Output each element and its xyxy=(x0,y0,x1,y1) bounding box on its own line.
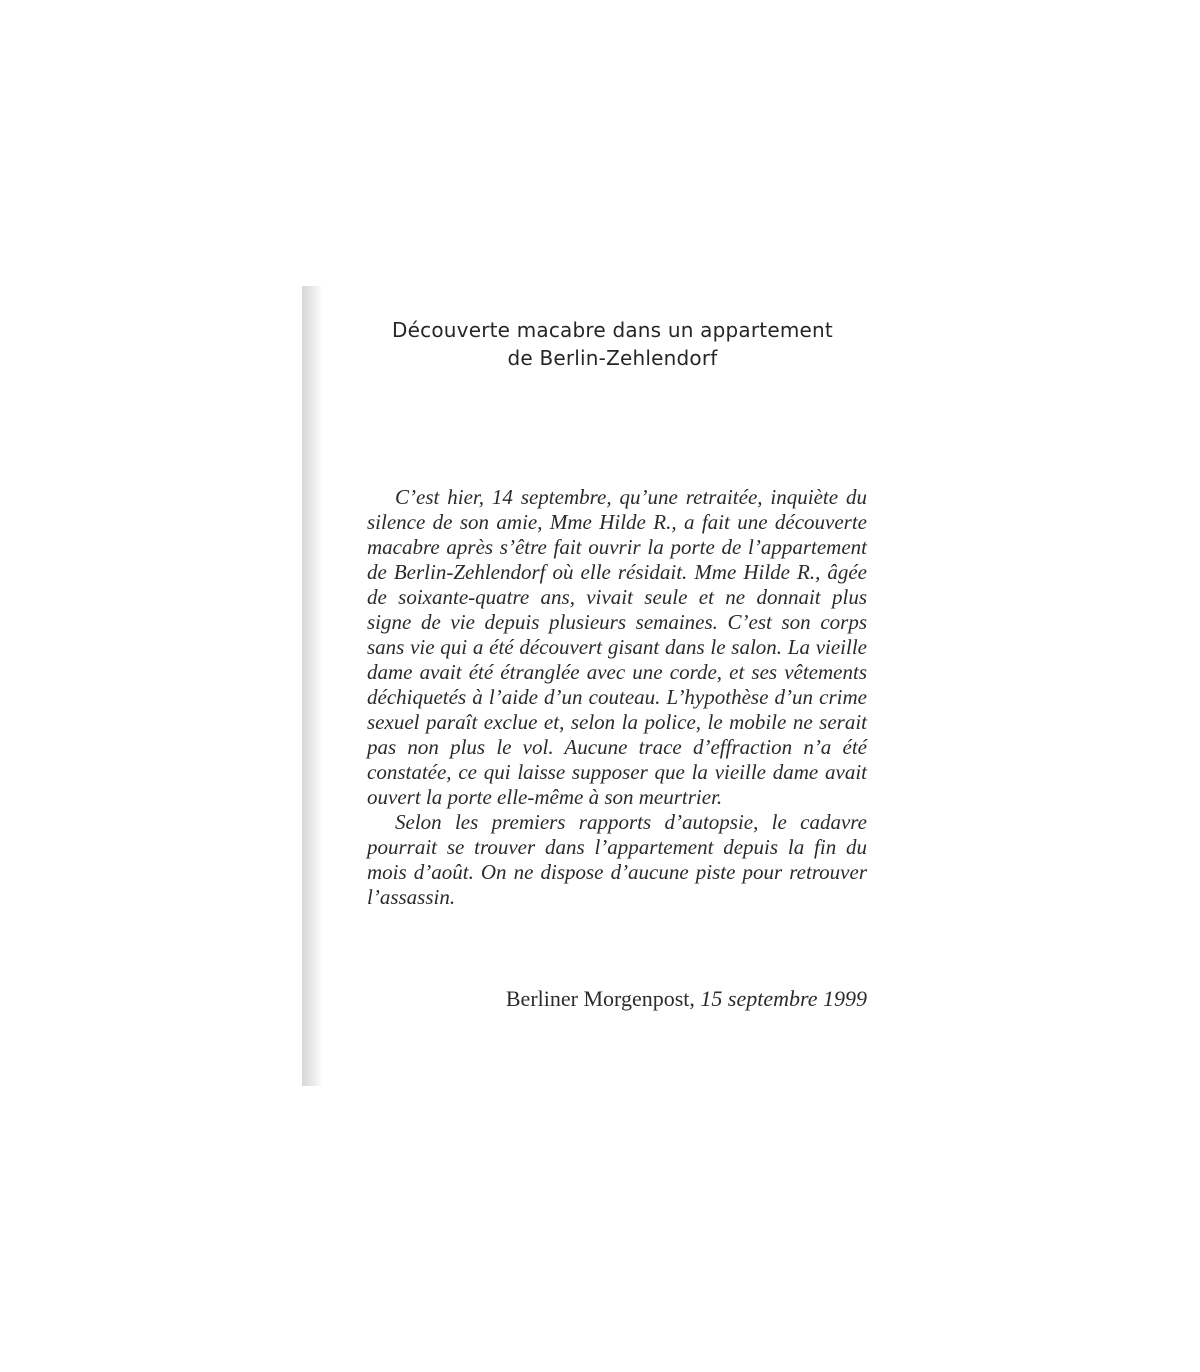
article-title-line-2: de Berlin-Zehlendorf xyxy=(507,346,718,370)
article-paragraph-1: C’est hier, 14 septembre, qu’une retraitée, inquiète du silence de son amie, Mme Hilde R., a fait une découverte macabre après s’être fait ouvrir la porte de l’appartement de Berlin-Zehlendorf où elle résidait. Mme Hilde R., âgée de soixante-quatre ans, vivait seule et ne donnait plus signe de vie depuis plusieurs semaines. C’est son corps sans vie qui a été découvert gisant dans le salon. La vieille dame avait été étranglée avec une corde, et ses vêtements déchiquetés à l’aide d’un couteau. L’hypothèse d’un crime sexuel paraît exclue et, selon la police, le mobile ne serait pas non plus le vol. Aucune trace d’effraction n’a été constatée, ce qui laisse supposer que la vieille dame avait ouvert la porte elle-même à son meurtrier. xyxy=(367,485,867,809)
article-source xyxy=(420,985,867,1013)
article-body xyxy=(367,485,867,910)
page-binding-edge xyxy=(302,286,322,1086)
source-newspaper-name: Berliner Morgenpost, xyxy=(505,986,695,1011)
source-date: 15 septembre 1999 xyxy=(700,986,867,1011)
article-title xyxy=(360,316,865,372)
article-paragraph-2: Selon les premiers rapports d’autopsie, le cadavre pourrait se trouver dans l’appartement depuis la fin du mois d’août. On ne dispose d’aucune piste pour retrouver l’assassin. xyxy=(367,810,867,909)
article-title-line-1: Découverte macabre dans un appartement xyxy=(392,318,833,342)
